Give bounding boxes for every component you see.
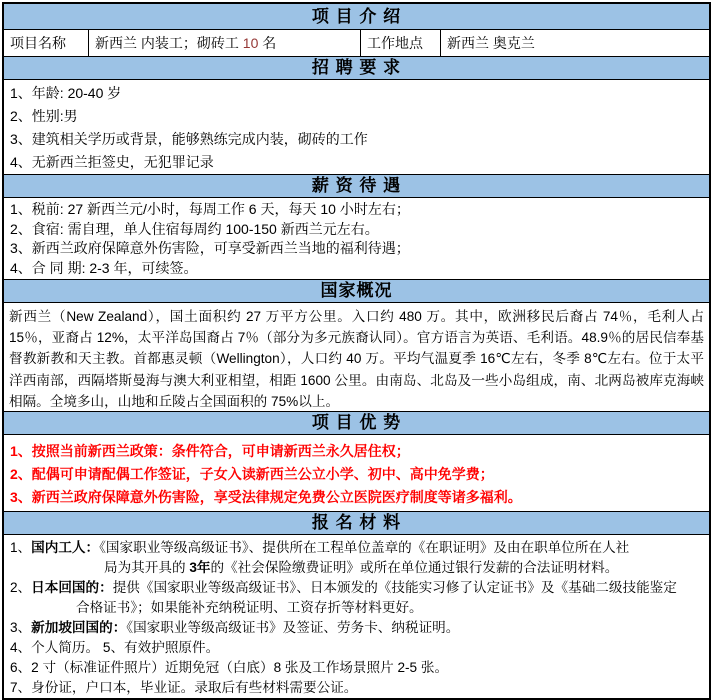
section-header-advantages — [4, 411, 709, 435]
requirement-item: 1、年龄: 20-40 岁 — [10, 85, 122, 101]
salary-content — [4, 198, 709, 279]
requirement-item: 2、性别:男 — [10, 108, 78, 124]
section-title: 薪 资 待 遇 — [311, 176, 402, 195]
material-text: 2、 — [10, 580, 32, 595]
material-text: 《国家职业等级高级证书》、提供所在工程单位盖章的《在职证明》及由在职单位所在人社 — [99, 540, 630, 555]
worker-count-unit: 名 — [258, 35, 277, 51]
section-header-materials — [4, 511, 709, 535]
material-text: 4、个人简历。 5、有效护照原件。 — [10, 640, 220, 655]
material-text: 3、 — [10, 620, 32, 635]
material-line — [10, 558, 703, 578]
section-header-country-overview — [4, 279, 709, 303]
section-title: 项 目 介 绍 — [311, 7, 402, 26]
section-title: 项 目 优 势 — [311, 413, 402, 432]
advantage-item: 1、按照当前新西兰政策：条件符合，可申请新西兰永久居住权； — [10, 443, 410, 459]
project-intro-row — [4, 30, 709, 56]
salary-item: 3、新西兰政府保障意外伤害险，可享受新西兰当地的福利待遇； — [10, 240, 410, 256]
material-text: 的《社会保险缴费证明》或所在单位通过银行发薪的合法证明材料。 — [210, 560, 619, 575]
project-name-text: 新西兰 内装工；砌砖工 — [95, 35, 243, 51]
project-name-label: 项目名称 — [10, 35, 66, 51]
requirements-content — [4, 80, 709, 174]
material-text: 合格证书》；如果能补充纳税证明、工资存折等材料更好。 — [76, 600, 423, 615]
material-bold-text: 国内工人： — [31, 540, 100, 555]
material-text: 提供《国家职业等级高级证书》、日本颁发的《技能实习修了认定证书》及《基础二级技能鉴定 — [112, 580, 677, 595]
material-text: 《国家职业等级高级证书》及签证、劳务卡、纳税证明。 — [126, 620, 460, 635]
material-line — [10, 598, 703, 618]
material-bold-text: 新加坡回国的： — [31, 620, 127, 635]
material-text: 7、身份证，户口本，毕业证。录取后有些材料需要公证。 — [10, 680, 358, 695]
section-header-salary — [4, 174, 709, 198]
material-line — [10, 638, 703, 658]
advantages-content — [4, 435, 709, 511]
material-line — [10, 538, 703, 558]
material-line — [10, 618, 703, 638]
salary-item: 1、税前: 27 新西兰元/小时，每周工作 6 天，每天 10 小时左右； — [10, 201, 410, 217]
requirement-item: 3、建筑相关学历或背景，能够熟练完成内装，砌砖的工作 — [10, 131, 368, 147]
country-overview-paragraph: 新西兰（New Zealand），国土面积约 27 万平方公里。入口约 480 万。其中，欧洲移民后裔占 74％，毛利人占 15％，亚裔占 12%，太平洋岛国裔占 7％（部分为多元族裔认同）。官方语言为英语、毛利语。48.9％的居民信奉基督教新教和天主教。首都惠灵顿（Wellington），人口约 40 万。平均气温夏季 16℃左右，冬季 8℃左右。位于太平洋西南部，西隔塔斯曼海与澳大利亚相望，相距 1600 公里。由南岛、北岛及一些小岛组成，南、北两岛被库克海峡相隔。全境多山，山地和丘陵占全国面积的 75%以上。 — [9, 309, 704, 409]
salary-item: 2、食宿: 需自理，单人住宿每周约 100-150 新西兰元左右。 — [10, 220, 379, 237]
country-overview-content — [4, 303, 709, 411]
section-header-project-intro — [4, 4, 709, 30]
section-header-requirements — [4, 56, 709, 80]
material-line — [10, 678, 703, 698]
material-bold-text: 日本回国的： — [31, 580, 113, 595]
advantage-item: 3、新西兰政府保障意外伤害险，享受法律规定免费公立医院医疗制度等诸多福利。 — [10, 489, 522, 505]
material-text: 6、2 寸（标准证件照片）近期免冠（白底）8 张及工作场景照片 2-5 张。 — [10, 660, 449, 675]
advantage-item: 2、配偶可申请配偶工作签证，子女入读新西兰公立小学、初中、高中免学费； — [10, 466, 494, 482]
project-name-value — [88, 30, 360, 56]
section-title: 招 聘 要 求 — [311, 58, 402, 77]
recruitment-table — [2, 2, 711, 700]
salary-item: 4、合 同 期: 2-3 年，可续签。 — [10, 259, 198, 276]
section-title: 国家概况 — [320, 281, 393, 300]
work-location-value: 新西兰 奥克兰 — [440, 30, 709, 56]
section-title: 报 名 材 料 — [311, 513, 402, 532]
material-text: 局为其开具的 — [104, 560, 190, 575]
materials-content — [4, 535, 709, 698]
material-line — [10, 578, 703, 598]
material-bold-text: 3年 — [189, 560, 211, 575]
material-line — [10, 658, 703, 678]
work-location-label: 工作地点 — [360, 30, 440, 56]
worker-count: 10 — [242, 35, 259, 51]
material-text: 1、 — [10, 540, 32, 555]
requirement-item: 4、无新西兰拒签史，无犯罪记录 — [10, 154, 214, 170]
